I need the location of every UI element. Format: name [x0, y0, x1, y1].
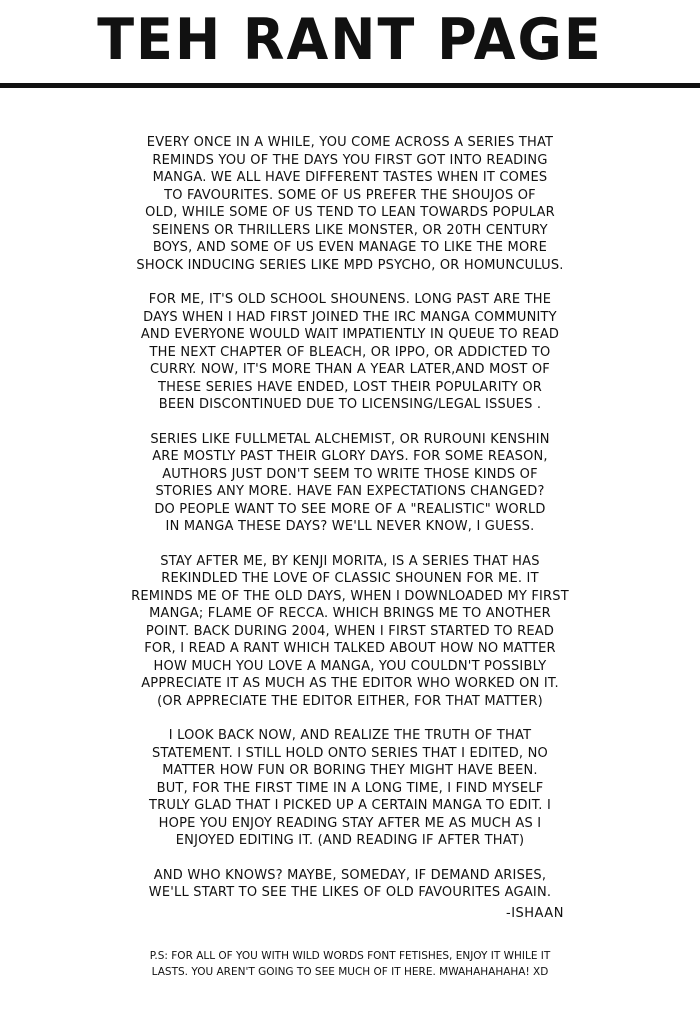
text-line: BOYS, AND SOME OF US EVEN MANAGE TO LIKE THE MORE: [152, 240, 548, 255]
paragraph-4: [80, 553, 620, 711]
paragraph-2: [80, 291, 620, 414]
text-line: STORIES ANY MORE. HAVE FAN EXPECTATIONS CHANGED?: [155, 484, 545, 499]
text-line: FOR ME, IT'S OLD SCHOOL SHOUNENS. LONG PAST ARE THE: [148, 292, 552, 307]
text-line: REMINDS ME OF THE OLD DAYS, WHEN I DOWNLOADED MY FIRST: [131, 588, 569, 604]
rant-body: [80, 134, 620, 902]
text-line: (OR APPRECIATE THE EDITOR EITHER, FOR THAT MATTER): [157, 693, 543, 709]
text-line: IN MANGA THESE DAYS? WE'LL NEVER KNOW, I GUESS.: [165, 519, 535, 534]
text-line: EVERY ONCE IN A WHILE, YOU COME ACROSS A SERIES THAT: [146, 135, 554, 150]
text-line: HOPE YOU ENJOY READING STAY AFTER ME AS MUCH AS I: [158, 815, 542, 831]
text-line: DO PEOPLE WANT TO SEE MORE OF A "REALISTIC" WORLD: [154, 501, 546, 517]
author-signature: -ISHAAN: [506, 906, 564, 921]
text-line: POINT. BACK DURING 2004, WHEN I FIRST STARTED TO READ: [145, 623, 555, 639]
text-line: ENJOYED EDITING IT. (AND READING IF AFTER THAT): [175, 833, 525, 848]
text-line: REMINDS YOU OF THE DAYS YOU FIRST GOT INTO READING: [152, 152, 548, 168]
postscript-line: LASTS. YOU AREN'T GOING TO SEE MUCH OF IT HERE. MWAHAHAHAHA! XD: [151, 965, 549, 978]
title-divider: [0, 83, 700, 88]
text-line: AUTHORS JUST DON'T SEEM TO WRITE THOSE KINDS OF: [162, 466, 538, 482]
page-title: TEH RANT PAGE: [97, 6, 603, 73]
text-line: STAY AFTER ME, BY KENJI MORITA, IS A SERIES THAT HAS: [160, 553, 540, 569]
text-line: HOW MUCH YOU LOVE A MANGA, YOU COULDN'T POSSIBLY: [153, 658, 547, 674]
text-line: THE NEXT CHAPTER OF BLEACH, OR IPPO, OR ADDICTED TO: [149, 344, 551, 360]
text-line: STATEMENT. I STILL HOLD ONTO SERIES THAT I EDITED, NO: [152, 745, 548, 761]
text-line: WE'LL START TO SEE THE LIKES OF OLD FAVOURITES AGAIN.: [148, 885, 552, 900]
paragraph-5: [80, 727, 620, 850]
text-line: MANGA; FLAME OF RECCA. WHICH BRINGS ME TO ANOTHER: [149, 606, 551, 621]
text-line: AND WHO KNOWS? MAYBE, SOMEDAY, IF DEMAND ARISES,: [153, 867, 547, 883]
text-line: APPRECIATE IT AS MUCH AS THE EDITOR WHO WORKED ON IT.: [141, 676, 559, 691]
text-line: I LOOK BACK NOW, AND REALIZE THE TRUTH OF THAT: [168, 728, 532, 743]
text-line: MATTER HOW FUN OR BORING THEY MIGHT HAVE BEEN.: [162, 763, 538, 778]
text-line: BUT, FOR THE FIRST TIME IN A LONG TIME, I FIND MYSELF: [156, 780, 544, 796]
text-line: SERIES LIKE FULLMETAL ALCHEMIST, OR RUROUNI KENSHIN: [150, 431, 550, 447]
text-line: REKINDLED THE LOVE OF CLASSIC SHOUNEN FOR ME. IT: [161, 571, 539, 586]
text-line: SHOCK INDUCING SERIES LIKE MPD PSYCHO, OR HOMUNCULUS.: [136, 257, 564, 273]
text-line: TRULY GLAD THAT I PICKED UP A CERTAIN MANGA TO EDIT. I: [149, 798, 551, 813]
paragraph-1: [80, 134, 620, 274]
text-line: AND EVERYONE WOULD WAIT IMPATIENTLY IN QUEUE TO READ: [140, 327, 560, 342]
text-line: TO FAVOURITES. SOME OF US PREFER THE SHOUJOS OF: [164, 187, 536, 203]
postscript-line: P.S: FOR ALL OF YOU WITH WILD WORDS FONT FETISHES, ENJOY IT WHILE IT: [149, 950, 551, 962]
text-line: MANGA. WE ALL HAVE DIFFERENT TASTES WHEN IT COMES: [152, 170, 548, 185]
text-line: FOR, I READ A RANT WHICH TALKED ABOUT HOW NO MATTER: [144, 641, 556, 656]
text-line: ARE MOSTLY PAST THEIR GLORY DAYS. FOR SOME REASON,: [152, 449, 548, 464]
text-line: OLD, WHILE SOME OF US TEND TO LEAN TOWARDS POPULAR: [145, 205, 555, 220]
text-line: SEINENS OR THRILLERS LIKE MONSTER, OR 20TH CENTURY: [152, 222, 548, 238]
postscript: [90, 949, 610, 980]
text-line: THESE SERIES HAVE ENDED, LOST THEIR POPULARITY OR: [157, 379, 543, 395]
text-line: CURRY. NOW, IT'S MORE THAN A YEAR LATER,AND MOST OF: [150, 362, 550, 377]
text-line: DAYS WHEN I HAD FIRST JOINED THE IRC MANGA COMMUNITY: [143, 309, 557, 325]
text-line: BEEN DISCONTINUED DUE TO LICENSING/LEGAL ISSUES .: [158, 397, 542, 412]
paragraph-6: [80, 867, 620, 902]
paragraph-3: [80, 431, 620, 536]
